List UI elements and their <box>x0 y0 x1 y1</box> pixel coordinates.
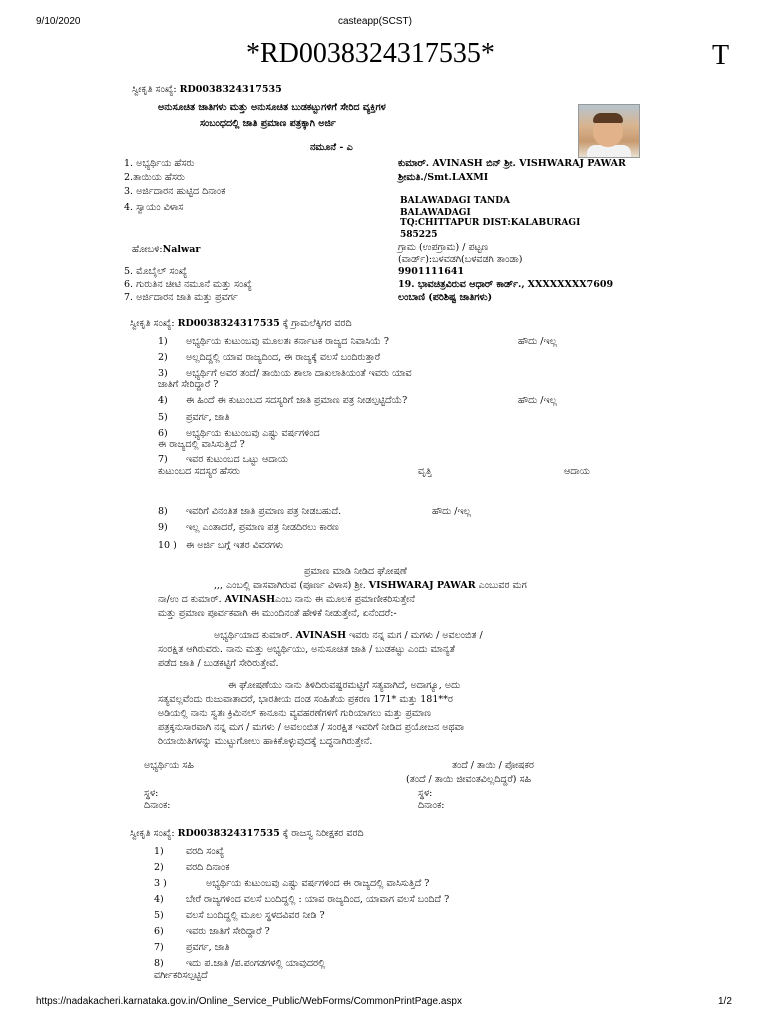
vr-q7: ಇವರ ಕುಟುಂಬದ ಒಟ್ಟು ಆದಾಯ <box>186 454 288 465</box>
rr-q7: ಪ್ರವರ್ಗ, ಜಾತಿ <box>186 942 230 953</box>
hobli-value: Nalwar <box>162 244 201 255</box>
vr-q6-line2: ಈ ರಾಜ್ಯದಲ್ಲಿ ವಾಸಿಸುತ್ತಿದೆ ? <box>158 439 245 450</box>
rr-n6: 6) <box>154 926 164 937</box>
vr-n3: 3) <box>158 368 168 379</box>
vr-title-number: RD0038324317535 <box>177 318 280 329</box>
vr-q1: ಅಭ್ಯರ್ಥಿಯ ಕುಟುಂಬವು ಮೂಲತಃ ಕರ್ನಾಟಕ ರಾಜ್ಯದ ನಿವಾಸಿಯೆ ? <box>186 336 389 347</box>
address-line1: BALAWADAGI TANDA <box>400 196 510 206</box>
vr-q6-line1: ಅಭ್ಯರ್ಥಿಯ ಕುಟುಂಬವು ಎಷ್ಟು ವರ್ಷಗಳಿಂದ <box>186 428 320 439</box>
print-date: 9/10/2020 <box>36 16 81 27</box>
vr-q9: ಇಲ್ಲ ಎಂತಾದರೆ, ಪ್ರಮಾಣ ಪತ್ರ ನೀಡದಿರಲು ಕಾರಣ <box>186 522 339 533</box>
vr-col-member-name: ಕುಟುಂಬದ ಸದಸ್ಯರ ಹೆಸರು <box>158 466 240 477</box>
decl-p2-b: ಇವರು ನನ್ನ ಮಗ / ಮಗಳು / ಅವಲಂಬಿತ / <box>349 630 483 641</box>
rr-title-suffix: ಕ್ಕೆ ರಾಜಸ್ವ ನಿರೀಕ್ಷಕರ ವರದಿ <box>282 828 364 839</box>
parent-signature-label-1: ತಂದೆ / ತಾಯಿ / ಪೋಷಕರ <box>452 760 534 771</box>
vr-n8: 8) <box>158 506 168 517</box>
decl-p2-name: AVINASH <box>295 630 347 641</box>
mobile-value: 9901111641 <box>398 266 465 277</box>
village-label: ಗ್ರಾಮ (ಉಪಗ್ರಾಮ) / ಪಟ್ಟಣ <box>398 242 489 253</box>
rr-n5: 5) <box>154 910 164 921</box>
vr-n7: 7) <box>158 454 168 465</box>
decl-p1-l2-b: ಎಂಬ ನಾನು ಈ ಮೂಲಕ ಪ್ರಮಾಣೀಕರಿಸುತ್ತೇನೆ <box>275 594 415 605</box>
decl-p1-line3: ಮತ್ತು ಪ್ರಮಾಣ ಪೂರ್ವಕವಾಗಿ ಈ ಮುಂದಿನಂತೆ ಹೇಳಿಕೆ ನೀಡುತ್ತೇನೆ, ಏನೆಂದರೆ:- <box>158 608 397 619</box>
vr-n1: 1) <box>158 336 168 347</box>
id-card-label: 6. ಗುರುತಿನ ಚೀಟಿ ನಮೂನೆ ಮತ್ತು ಸಂಖ್ಯೆ <box>124 279 252 290</box>
revenue-report-title <box>130 828 364 839</box>
ack-line <box>132 84 282 95</box>
decl-father-name: VISHWARAJ PAWAR <box>368 580 476 591</box>
decl-p2-a: ಅಭ್ಯರ್ಥಿಯಾದ ಕುಮಾರ್. <box>214 630 293 641</box>
rr-q4: ಬೇರೆ ರಾಜ್ಯಗಳಿಂದ ವಲಸೆ ಬಂದಿದ್ದಲ್ಲಿ : ಯಾವ ರಾಜ್ಯದಿಂದ, ಯಾವಾಗ ವಲಸೆ ಬಂದಿದೆ ? <box>186 894 450 905</box>
place-label-right: ಸ್ಥಳ: <box>418 788 433 799</box>
caste-label: 7. ಅರ್ಜಿದಾರನ ಜಾತಿ ಮತ್ತು ಪ್ರವರ್ಗ <box>124 292 238 303</box>
decl-p1-l2-a: ನಾ/ಉ ದ ಕುಮಾರ್. <box>158 594 222 605</box>
vr-n2: 2) <box>158 352 168 363</box>
vr-q1-answer: ಹೌದು /ಇಲ್ಲ <box>518 336 557 347</box>
vr-n9: 9) <box>158 522 168 533</box>
ack-label: ಸ್ವೀಕೃತಿ ಸಂಖ್ಯೆ: <box>132 84 177 95</box>
decl-p2-line1 <box>214 630 483 641</box>
barcode-text: *RD0038324317535* <box>246 38 495 69</box>
applicant-photo <box>578 104 640 158</box>
date-label-left: ದಿನಾಂಕ: <box>144 800 171 811</box>
form-title-line2: ಸಂಬಂಧದಲ್ಲಿ ಜಾತಿ ಪ್ರಮಾಣ ಪತ್ರಕ್ಕಾಗಿ ಅರ್ಜಿ <box>200 118 336 129</box>
date-label-right: ದಿನಾಂಕ: <box>418 800 445 811</box>
vr-n10: 10 ) <box>158 540 177 551</box>
decl-p3-line4: ಪತ್ರಕ್ಕನುಸಾರವಾಗಿ ನನ್ನ ಮಗ / ಮಗಳು / ಅವಲಂಬಿತ / ಸಂರಕ್ಷಿತ ಇವರಿಗೆ ನೀಡಿದ ಪ್ರಯೋಜನ ಅಥವಾ <box>158 722 465 733</box>
vr-n4: 4) <box>158 395 168 406</box>
page-number: 1/2 <box>718 996 732 1007</box>
decl-p1-line1 <box>214 580 527 591</box>
vr-q2: ಅಲ್ಲದಿದ್ದಲ್ಲಿ ಯಾವ ರಾಜ್ಯದಿಂದ, ಈ ರಾಜ್ಯಕ್ಕೆ ವಲಸೆ ಬಂದಿರುತ್ತಾರೆ <box>186 352 381 363</box>
decl-p1-text-b: ಎಂಬುವರ ಮಗ <box>478 580 527 591</box>
vr-n6: 6) <box>158 428 168 439</box>
rr-q5: ವಲಸೆ ಬಂದಿದ್ದಲ್ಲಿ ಮೂಲ ಸ್ಥಳದವಿವರ ನೀಡಿ ? <box>186 910 325 921</box>
decl-p3-line2: ಸತ್ಯವಲ್ಲವೆಂದು ರುಜುವಾತಾದರೆ, ಭಾರತೀಯ ದಂಡ ಸಂಹಿತೆಯ ಪ್ರಕರಣ 171* ಮತ್ತು 181**ರ <box>158 694 453 705</box>
address-line3: TQ:CHITTAPUR DIST:KALABURAGI <box>400 218 581 228</box>
rr-title-number: RD0038324317535 <box>177 828 280 839</box>
rr-n8: 8) <box>154 958 164 969</box>
vr-title-suffix: ಕ್ಕೆ ಗ್ರಾಮಲೆಕ್ಕಿಗರ ವರದಿ <box>282 318 352 329</box>
vr-q8-answer: ಹೌದು /ಇಲ್ಲ <box>432 506 471 517</box>
address-label: 4. ಸ್ವಾಯಂ ವಿಳಾಸ <box>124 202 184 213</box>
footer-url: https://nadakacheri.karnataka.gov.in/Online_Service_Public/WebForms/CommonPrintPage.aspx <box>36 996 462 1007</box>
candidate-signature-label: ಅಭ್ಯರ್ಥಿಯ ಸಹಿ <box>144 760 194 771</box>
vr-col-occupation: ವೃತ್ತಿ <box>418 466 432 477</box>
rr-q1: ವರದಿ ಸಂಖ್ಯೆ <box>186 846 225 857</box>
parent-signature-label-2: (ತಂದೆ / ತಾಯಿ ಜೀವಂತವಿಲ್ಲದಿದ್ದರೆ) ಸಹಿ <box>406 774 532 785</box>
decl-p1-text-a: ,,, ಎಂಬಲ್ಲಿ ವಾಸವಾಗಿರುವ (ಪೂರ್ಣ ವಿಳಾಸ) ಶ್ರೀ. <box>214 580 366 591</box>
caste-value: ಲಂಬಾಣಿ (ಪರಿಶಿಷ್ಟ ಜಾತಿಗಳು) <box>398 292 493 303</box>
rr-n7: 7) <box>154 942 164 953</box>
rr-q3: ಅಭ್ಯರ್ಥಿಯ ಕುಟುಂಬವು ಎಷ್ಟು ವರ್ಷಗಳಿಂದ ಈ ರಾಜ್ಯದಲ್ಲಿ ವಾಸಿಸುತ್ತಿದೆ ? <box>206 878 430 889</box>
form-number: ನಮೂನೆ - ಎ <box>310 142 353 153</box>
decl-p2-line2: ಸಂರಕ್ಷಿತ ಆಗಿರುವರು. ನಾನು ಮತ್ತು ಅಭ್ಯರ್ಥಿಯು, ಅನುಸೂಚಿತ ಜಾತಿ / ಬುಡಕಟ್ಟು ಎಂದು ಮಾನ್ಯತೆ <box>158 644 455 655</box>
rr-q8-line1: ಇದು ಪ.ಜಾತಿ /ಪ.ಪಂಗಡಗಳಲ್ಲಿ ಯಾವುದರಲ್ಲಿ <box>186 958 326 969</box>
ack-number: RD0038324317535 <box>179 84 282 95</box>
declaration-title: ಪ್ರಮಾಣ ಮಾಡಿ ನೀಡಿದ ಘೋಷಣೆ <box>304 566 407 577</box>
mother-name-label: 2.ತಾಯಿಯ ಹೆಸರು <box>124 172 185 183</box>
decl-p2-line3: ಪಡೆದ ಜಾತಿ / ಬುಡಕಟ್ಟಿಗೆ ಸೇರಿರುತ್ತೇವೆ. <box>158 658 279 669</box>
vr-n5: 5) <box>158 412 168 423</box>
app-title: casteapp(SCST) <box>338 16 412 27</box>
dob-label: 3. ಅರ್ಜಿದಾರನ ಹುಟ್ಟಿದ ದಿನಾಂಕ <box>124 186 226 197</box>
decl-p3-line3: ಅಡಿಯಲ್ಲಿ ನಾನು ಸ್ವತಃ ಕ್ರಿಮಿನಲ್ ಕಾನೂನು ವ್ಯವಹರಣೆಗಳಿಗೆ ಗುರಿಯಾಗಲು ಮತ್ತು ಪ್ರಮಾಣ <box>158 708 431 719</box>
vr-q4: ಈ ಹಿಂದೆ ಈ ಕುಟುಂಬದ ಸದಸ್ಯರಿಗೆ ಜಾತಿ ಪ್ರಮಾಣ ಪತ್ರ ನೀಡಲ್ಪಟ್ಟಿದೆಯೆ? <box>186 395 408 406</box>
rr-n3: 3 ) <box>154 878 167 889</box>
rr-title-prefix: ಸ್ವೀಕೃತಿ ಸಂಖ್ಯೆ: <box>130 828 175 839</box>
mobile-label: 5. ಮೊಬೈಲ್ ಸಂಖ್ಯೆ <box>124 266 188 277</box>
aadhaar-line <box>398 279 613 290</box>
form-title-line1: ಅನುಸೂಚಿತ ಜಾತಿಗಳು ಮತ್ತು ಅನುಸೂಚಿತ ಬುಡಕಟ್ಟುಗಳಿಗೆ ಸೇರಿದ ವ್ಯಕ್ತಿಗಳ <box>158 102 386 113</box>
decl-p3-line5: ರಿಯಾಯಿತಿಗಳನ್ನು ಮುಟ್ಟುಗೋಲು ಹಾಕಿಕೊಳ್ಳುವುದಕ್ಕೆ ಬದ್ಧನಾಗಿರುತ್ತೇನೆ. <box>158 736 373 747</box>
decl-p1-line2 <box>158 594 415 605</box>
village-report-title <box>130 318 352 329</box>
aadhaar-value: XXXXXXXX7609 <box>527 279 614 290</box>
hobli-label: ಹೋಬಳಿ: <box>132 244 163 255</box>
vr-q4-answer: ಹೌದು /ಇಲ್ಲ <box>518 395 557 406</box>
applicant-name-value: ಕುಮಾರ್. AVINASH ಬಿನ್ ಶ್ರೀ. VISHWARAJ PAWAR <box>398 158 626 169</box>
rr-n2: 2) <box>154 862 164 873</box>
rr-q6: ಇವರು ಜಾತಿಗೆ ಸೇರಿದ್ದಾರೆ ? <box>186 926 270 937</box>
address-line4: 585225 <box>400 230 438 240</box>
vr-q3-line1: ಅಭ್ಯರ್ಥಿಗೆ ಅವರ ತಂದೆ/ ತಾಯಿಯ ಶಾಲಾ ದಾಖಲಾತಿಯಂತೆ ಇವರು ಯಾವ <box>186 368 412 379</box>
vr-q3-line2: ಜಾತಿಗೆ ಸೇರಿದ್ದಾರೆ ? <box>158 379 219 390</box>
vr-q10: ಈ ಅರ್ಜಿ ಬಗ್ಗೆ ಇತರ ವಿವರಗಳು <box>186 540 284 551</box>
applicant-name-label: 1. ಅಭ್ಯರ್ಥಿಯ ಹೆಸರು <box>124 158 195 169</box>
address-line2: BALAWADAGI <box>400 208 471 218</box>
rr-q8-line2: ವರ್ಗೀಕರಿಸಲ್ಪಟ್ಟಿದೆ <box>154 970 208 981</box>
decl-applicant-name: AVINASH <box>224 594 276 605</box>
vr-q8: ಇವರಿಗೆ ವಿನಂತಿತ ಜಾತಿ ಪ್ರಮಾಣ ಪತ್ರ ನೀಡಬಹುದೆ. <box>186 506 342 517</box>
rr-n1: 1) <box>154 846 164 857</box>
ward-label: (ವಾರ್ಡ್):ಬಳವಡಗಿ(ಬಳವಡಗಿ ತಾಂಡಾ) <box>398 254 523 265</box>
corner-letter: T <box>712 40 730 71</box>
rr-n4: 4) <box>154 894 164 905</box>
rr-q2: ವರದಿ ದಿನಾಂಕ <box>186 862 230 873</box>
aadhaar-label: 19. ಭಾವಚಿತ್ರವಿರುವ ಆಧಾರ್ ಕಾರ್ಡ್., <box>398 279 525 290</box>
mother-name-value: ಶ್ರೀಮತಿ./Smt.LAXMI <box>398 172 489 183</box>
hobli-line <box>132 244 200 255</box>
decl-p3-line1: ಈ ಘೋಷಣೆಯು ನಾನು ತಿಳಿದಿರುವಷ್ಟರಮಟ್ಟಿಗೆ ಸತ್ಯವಾಗಿದೆ, ಅದಾಗ್ಯೂ, ಅದು <box>228 680 461 691</box>
place-label-left: ಸ್ಥಳ: <box>144 788 159 799</box>
photo-hair <box>593 113 623 123</box>
vr-title-prefix: ಸ್ವೀಕೃತಿ ಸಂಖ್ಯೆ: <box>130 318 175 329</box>
vr-col-income: ಆದಾಯ <box>564 466 590 477</box>
vr-q5: ಪ್ರವರ್ಗ, ಜಾತಿ <box>186 412 230 423</box>
